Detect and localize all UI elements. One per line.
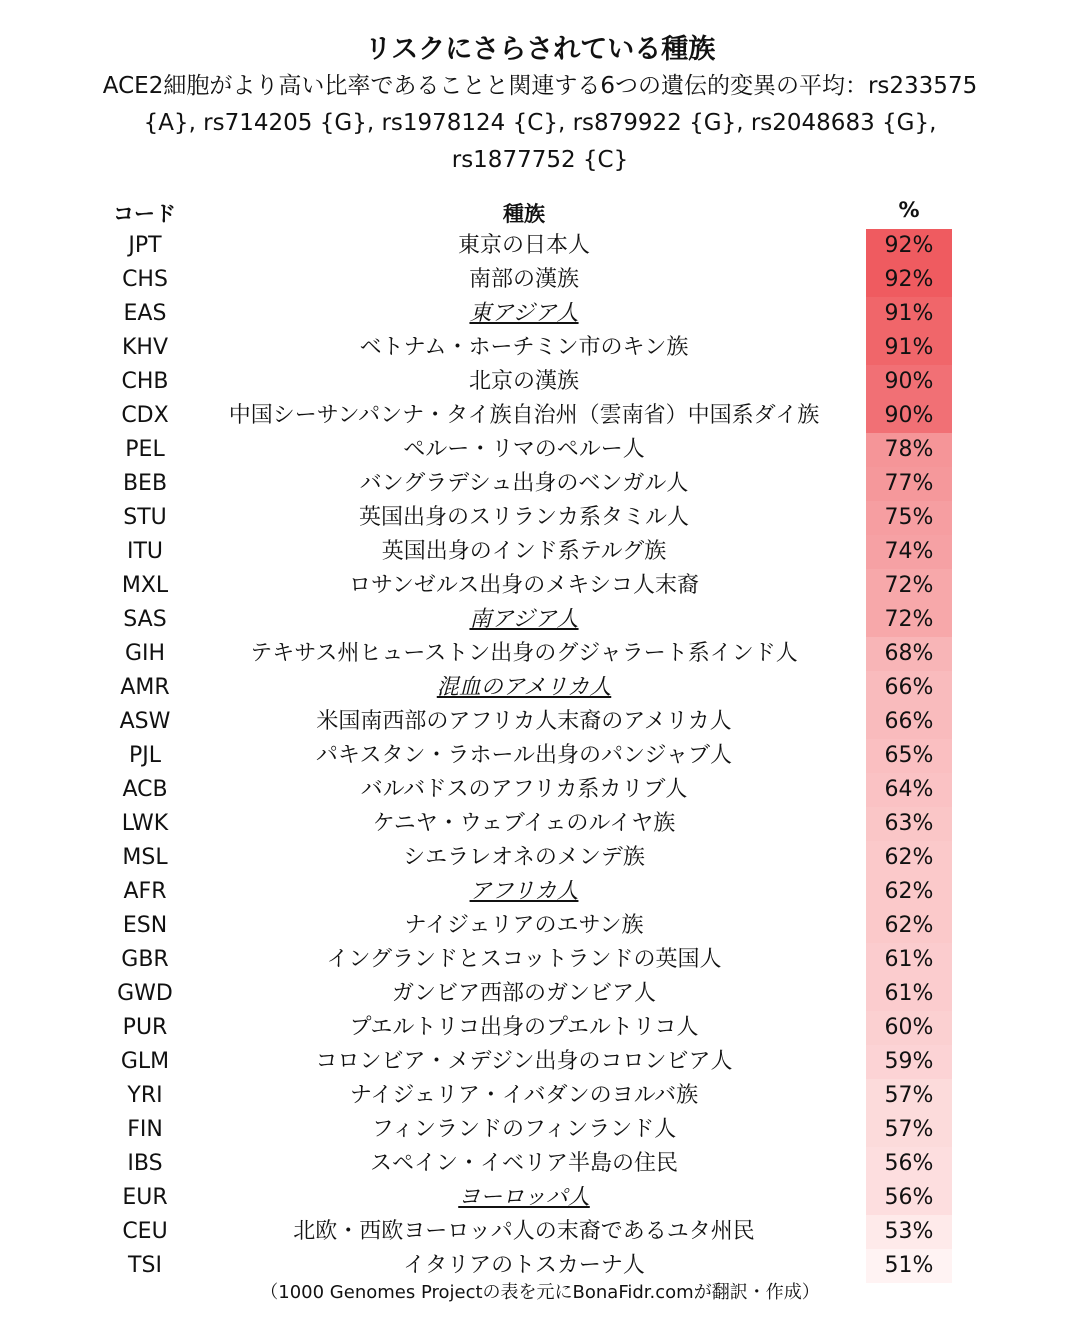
group-cell: 東アジア人: [469, 301, 579, 326]
group-cell: ケニヤ・ウェブイェのルイヤ族: [372, 811, 676, 836]
percent-cell: 68%: [866, 637, 952, 671]
table-row: [0, 1215, 1080, 1249]
percent-cell: 60%: [866, 1011, 952, 1045]
percent-cell: 61%: [866, 943, 952, 977]
group-cell: ペルー・リマのペルー人: [403, 437, 645, 462]
group-cell: 南部の漢族: [468, 267, 579, 292]
code-cell: GIH: [124, 641, 166, 666]
group-cell: 英国出身のスリランカ系タミル人: [358, 505, 689, 530]
group-cell: コロンビア・メデジン出身のコロンビア人: [315, 1049, 733, 1074]
code-cell: CDX: [121, 403, 169, 428]
percent-cell: 62%: [866, 909, 952, 943]
table-row: [0, 1147, 1080, 1181]
percent-cell: 62%: [866, 841, 952, 875]
table-row: [0, 1011, 1080, 1045]
column-header-group: 種族: [503, 202, 545, 226]
group-cell: プエルトリコ出身のプエルトリコ人: [349, 1015, 699, 1040]
table-row: [0, 1113, 1080, 1147]
percent-cell: 56%: [866, 1181, 952, 1215]
code-cell: CHB: [121, 369, 169, 394]
percent-cell: 92%: [866, 263, 952, 297]
group-cell: 南アジア人: [469, 607, 579, 632]
chart-subtitle: ACE2細胞がより高い比率であることと関連する6つの遺伝的変異の平均：rs233575 {A}, rs714205 {G}, rs1978124 {C}, rs879922 {G}, rs2048683 {G}, rs1877752 {C}: [102, 73, 978, 173]
table-row: [0, 943, 1080, 977]
table-row: [0, 297, 1080, 331]
code-cell: EUR: [122, 1185, 168, 1210]
table-row: [0, 433, 1080, 467]
percent-cell: 53%: [866, 1215, 952, 1249]
code-cell: FIN: [127, 1117, 163, 1142]
code-cell: STU: [123, 505, 167, 530]
code-cell: JPT: [128, 233, 162, 258]
group-cell: ヨーロッパ人: [458, 1185, 590, 1210]
code-cell: YRI: [127, 1083, 163, 1108]
code-cell: IBS: [127, 1151, 163, 1176]
percent-cell: 64%: [866, 773, 952, 807]
table-row: [0, 1079, 1080, 1113]
data-table: [0, 229, 1080, 1283]
group-cell: バングラデシュ出身のベンガル人: [359, 471, 689, 496]
group-cell: バルバドスのアフリカ系カリブ人: [360, 777, 688, 802]
group-cell: アフリカ人: [469, 879, 579, 904]
percent-cell: 91%: [866, 331, 952, 365]
code-cell: SAS: [123, 607, 167, 632]
percent-cell: 59%: [866, 1045, 952, 1079]
table-row: [0, 603, 1080, 637]
group-cell: ナイジェリアのエサン族: [404, 913, 644, 938]
percent-cell: 62%: [866, 875, 952, 909]
code-cell: PEL: [125, 437, 165, 462]
code-cell: AFR: [123, 879, 167, 904]
table-row: [0, 229, 1080, 263]
percent-cell: 77%: [866, 467, 952, 501]
percent-cell: 91%: [866, 297, 952, 331]
code-cell: LWK: [121, 811, 169, 836]
source-note: （1000 Genomes Projectの表を元にBonaFidr.comが翻訳・作成）: [260, 1282, 820, 1303]
table-row: [0, 501, 1080, 535]
percent-cell: 92%: [866, 229, 952, 263]
percent-cell: 51%: [866, 1249, 952, 1283]
table-row: [0, 807, 1080, 841]
table-row: [0, 263, 1080, 297]
code-cell: PUR: [122, 1015, 168, 1040]
table-row: [0, 399, 1080, 433]
table-row: [0, 1181, 1080, 1215]
percent-cell: 90%: [866, 365, 952, 399]
group-cell: ベトナム・ホーチミン市のキン族: [359, 335, 689, 360]
table-header: [0, 196, 1080, 228]
group-cell: 米国南西部のアフリカ人末裔のアメリカ人: [316, 709, 732, 734]
table-row: [0, 739, 1080, 773]
group-cell: フィンランドのフィンランド人: [371, 1117, 677, 1142]
code-cell: ACB: [122, 777, 168, 802]
table-row: [0, 467, 1080, 501]
column-header-percent: %: [898, 198, 920, 222]
percent-cell: 72%: [866, 603, 952, 637]
table-row: [0, 365, 1080, 399]
percent-cell: 72%: [866, 569, 952, 603]
code-cell: ASW: [119, 709, 171, 734]
percent-cell: 61%: [866, 977, 952, 1011]
code-cell: EAS: [123, 301, 167, 326]
group-cell: 中国シーサンパンナ・タイ族自治州（雲南省）中国系ダイ族: [228, 403, 820, 428]
chart-title: リスクにさらされている種族: [364, 34, 716, 65]
percent-cell: 63%: [866, 807, 952, 841]
table-row: [0, 875, 1080, 909]
group-cell: 混血のアメリカ人: [436, 675, 612, 700]
table-row: [0, 535, 1080, 569]
code-cell: GBR: [121, 947, 169, 972]
group-cell: シエラレオネのメンデ族: [403, 845, 645, 870]
table-row: [0, 569, 1080, 603]
table-row: [0, 841, 1080, 875]
code-cell: GWD: [117, 981, 173, 1006]
percent-cell: 57%: [866, 1079, 952, 1113]
code-cell: PJL: [128, 743, 161, 768]
percent-cell: 75%: [866, 501, 952, 535]
code-cell: CEU: [122, 1219, 168, 1244]
code-cell: MSL: [122, 845, 168, 870]
table-row: [0, 705, 1080, 739]
code-cell: BEB: [122, 471, 168, 496]
code-cell: CHS: [122, 267, 168, 292]
percent-cell: 66%: [866, 705, 952, 739]
group-cell: ロサンゼルス出身のメキシコ人末裔: [348, 573, 700, 598]
group-cell: 北欧・西欧ヨーロッパ人の末裔であるユタ州民: [293, 1219, 755, 1244]
column-header-code: コード: [113, 202, 176, 226]
group-cell: イングランドとスコットランドの英国人: [326, 947, 722, 972]
code-cell: AMR: [120, 675, 170, 700]
code-cell: TSI: [128, 1253, 162, 1278]
table-row: [0, 1045, 1080, 1079]
table-row: [0, 909, 1080, 943]
group-cell: 東京の日本人: [457, 233, 590, 258]
table-row: [0, 773, 1080, 807]
group-cell: テキサス州ヒューストン出身のグジャラート系インド人: [250, 641, 798, 666]
group-cell: パキスタン・ラホール出身のパンジャブ人: [315, 743, 733, 768]
code-cell: KHV: [121, 335, 169, 360]
table-row: [0, 331, 1080, 365]
group-cell: スペイン・イベリア半島の住民: [369, 1151, 678, 1176]
code-cell: MXL: [121, 573, 169, 598]
group-cell: ナイジェリア・イバダンのヨルバ族: [349, 1083, 699, 1108]
percent-cell: 78%: [866, 433, 952, 467]
percent-cell: 65%: [866, 739, 952, 773]
percent-cell: 90%: [866, 399, 952, 433]
table-row: [0, 671, 1080, 705]
code-cell: ESN: [122, 913, 168, 938]
percent-cell: 66%: [866, 671, 952, 705]
percent-cell: 74%: [866, 535, 952, 569]
code-cell: ITU: [126, 539, 164, 564]
group-cell: 北京の漢族: [468, 369, 579, 394]
group-cell: 英国出身のインド系テルグ族: [381, 539, 667, 564]
table-row: [0, 977, 1080, 1011]
code-cell: GLM: [120, 1049, 170, 1074]
table-row: [0, 1249, 1080, 1283]
percent-cell: 56%: [866, 1147, 952, 1181]
group-cell: ガンビア西部のガンビア人: [391, 981, 656, 1006]
group-cell: イタリアのトスカーナ人: [403, 1253, 645, 1278]
percent-cell: 57%: [866, 1113, 952, 1147]
table-row: [0, 637, 1080, 671]
